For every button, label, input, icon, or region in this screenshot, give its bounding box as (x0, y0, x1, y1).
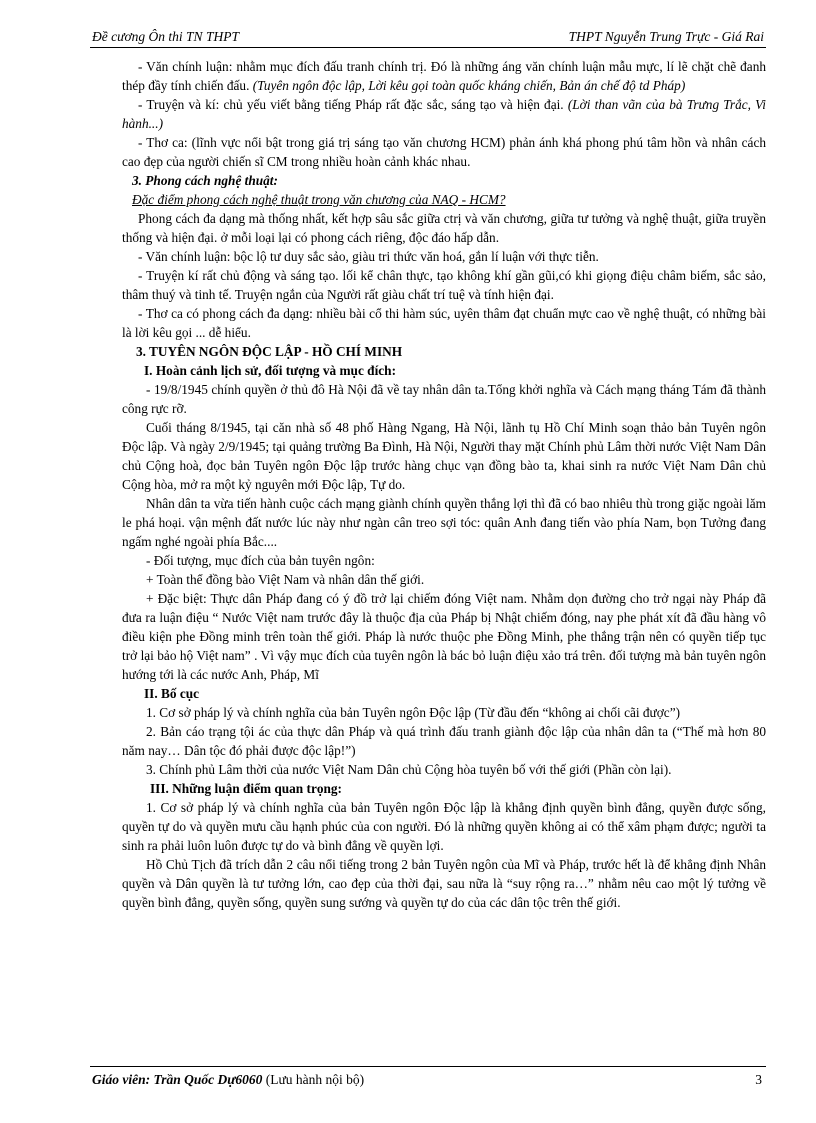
paragraph-text: - Văn chính luận: nhằm mục đích đấu tranh chính trị. Đó là những áng văn chính luận mẫu mực, lí lẽ chặt chẽ đanh thép đầy tính chiến đấu. (122, 59, 766, 93)
paragraph: Nhân dân ta vừa tiến hành cuộc cách mạng giành chính quyền thắng lợi thì đã có bao nhiêu thù trong giặc ngoài lăm le phá hoại. vận mệnh đất nước lúc này như ngàn cân treo sợi tóc: quân Anh đang tiến vào phía Nam, bọn Tưởng đang ngấm nghé ngoài phía Bắc.... (122, 496, 766, 549)
heading-art-style: 3. Phong cách nghệ thuật: (132, 173, 278, 188)
paragraph-italic: (Tuyên ngôn độc lập, Lời kêu gọi toàn quốc kháng chiến, Bản án chế độ td Pháp) (249, 78, 686, 93)
paragraph: - Văn chính luận: bộc lộ tư duy sắc sảo, giàu tri thức văn hoá, gắn lí luận với thực tiễn. (138, 249, 599, 264)
paragraph: + Toàn thể đồng bào Việt Nam và nhân dân thế giới. (146, 572, 425, 587)
paragraph: Phong cách đa dạng mà thống nhất, kết hợp sâu sắc giữa ctrị và văn chương, giữa tư tưởng và nghệ thuật, giữa truyền thống và hiện đại. ở mỗi loại lại có phong cách riêng, độc đáo hấp dẫn. (122, 211, 766, 245)
question-art-style: Đặc điểm phong cách nghệ thuật trong văn chương của NAQ - HCM? (132, 192, 506, 207)
paragraph-italic: (Lời than vãn của bà Trưng Trắc, Vi hành...) (122, 97, 766, 131)
subsection-heading-3: III. Những luận điểm quan trọng: (150, 781, 342, 796)
header-divider (90, 47, 766, 48)
subsection-heading-2: II. Bố cục (144, 686, 200, 701)
subsection-heading-1: I. Hoàn cảnh lịch sử, đối tượng và mục đích: (144, 363, 396, 378)
page-number: 3 (755, 1072, 762, 1087)
header-doc-title: Đề cương Ôn thi TN THPT (92, 29, 239, 44)
paragraph (122, 57, 766, 95)
paragraph: 3. Chính phủ Lâm thời của nước Việt Nam Dân chủ Cộng hòa tuyên bố với thế giới (Phần còn lại). (146, 762, 672, 777)
paragraph: + Đặc biệt: Thực dân Pháp đang có ý đồ trở lại chiếm đóng Việt nam. Nhằm dọn đường cho trở ngại này Pháp đã đưa ra luận điệu “ Nước Việt nam trước đây là thuộc địa của Pháp bị Nhật chiếm đóng, nay phe phát xít đã đầu hàng vô điều kiện phe Đồng minh trên toàn thế giới. Pháp là nước thuộc phe Đồng Minh, phe thắng trận nên có quyền tiếp tục trở lại bảo hộ Việt nam” . Vì vậy mục đích của tuyên ngôn là bác bỏ luận điệu xảo trá trên. đối tượng mà bản tuyên ngôn hướng tới là các nước Anh, Pháp, Mĩ (122, 591, 766, 682)
paragraph: 1. Cơ sở pháp lý và chính nghĩa của bản Tuyên ngôn Độc lập (Từ đầu đến “không ai chối cãi được”) (146, 705, 681, 720)
footer-divider (90, 1066, 766, 1067)
page-header (92, 29, 764, 49)
paragraph: - Truyện kí rất chủ động và sáng tạo. lối kể chân thực, tạo không khí gần gũi,có khi giọng điệu châm biếm, sắc sảo, thâm thuý và tinh tế. Truyện ngắn của Người rất giàu chất trí tuệ và tính hiện đại. (122, 268, 766, 302)
paragraph: - 19/8/1945 chính quyền ở thủ đô Hà Nội đã về tay nhân dân ta.Tổng khởi nghĩa và Cách mạng tháng Tám đã thành công rực rỡ. (122, 382, 766, 416)
page-footer (92, 1072, 764, 1092)
paragraph: - Đối tượng, mục đích của bản tuyên ngôn: (146, 553, 375, 568)
paragraph: - Thơ ca có phong cách đa dạng: nhiều bài cổ thi hàm súc, uyên thâm đạt chuẩn mực cao về nghệ thuật, có những bài là lời kêu gọi ... dễ hiểu. (122, 306, 766, 340)
paragraph: Cuối tháng 8/1945, tại căn nhà số 48 phố Hàng Ngang, Hà Nội, lãnh tụ Hồ Chí Minh soạn thảo bản Tuyên ngôn Độc lập. Và ngày 2/9/1945; tại quảng trường Ba Đình, Hà Nội, Người thay mặt Chính phủ Lâm thời nước Việt Nam Dân chủ Cộng hoà, đọc bản Tuyên ngôn Độc lập trước hàng chục vạn đồng bào ta, khai sinh ra nước Việt Nam Dân chủ Cộng hòa, mở ra một kỷ nguyên mới Độc lập, Tự do. (122, 420, 766, 492)
paragraph-text: - Truyện và kí: chủ yếu viết bằng tiếng Pháp rất đặc sắc, sáng tạo và hiện đại. (138, 97, 564, 112)
paragraph: 2. Bản cáo trạng tội ác của thực dân Pháp và quá trình đấu tranh giành độc lập của nhân dân ta (“Thế mà hơn 80 năm nay… Dân tộc đó phải được độc lập!”) (122, 724, 766, 758)
paragraph: - Thơ ca: (lĩnh vực nổi bật trong giá trị sáng tạo văn chương HCM) phản ánh khá phong phú tâm hồn và nhân cách cao đẹp của người chiến sĩ CM trong nhiều hoàn cảnh khác nhau. (122, 135, 766, 169)
header-school-name: THPT Nguyễn Trung Trực - Giá Rai (568, 29, 764, 44)
section-heading: 3. TUYÊN NGÔN ĐỘC LẬP - HỒ CHÍ MINH (136, 344, 403, 359)
footer-note: (Lưu hành nội bộ) (265, 1072, 365, 1087)
footer-teacher: Giáo viên: Trần Quốc Dự6060 (92, 1072, 263, 1087)
paragraph: Hồ Chủ Tịch đã trích dẫn 2 câu nổi tiếng trong 2 bản Tuyên ngôn của Mĩ và Pháp, trước hết là để khẳng định Nhân quyền và Dân quyền là tư tưởng lớn, cao đẹp của thời đại, sau nữa là “suy rộng ra…” nhằm nêu cao một lý tưởng về quyền bình đẳng, quyền sống, quyền sung sướng và quyền tự do của các dân tộc trên thế giới. (122, 857, 766, 910)
document-body (122, 57, 766, 912)
paragraph: 1. Cơ sở pháp lý và chính nghĩa của bản Tuyên ngôn Độc lập là khẳng định quyền bình đẳng, quyền được sống, quyền tự do và quyền mưu cầu hạnh phúc của con người. Đó là những quyền không ai có thể xâm phạm được; người ta sinh ra phải luôn luôn được tự do và bình đẳng về quyền lợi. (122, 800, 766, 853)
paragraph (122, 95, 766, 133)
